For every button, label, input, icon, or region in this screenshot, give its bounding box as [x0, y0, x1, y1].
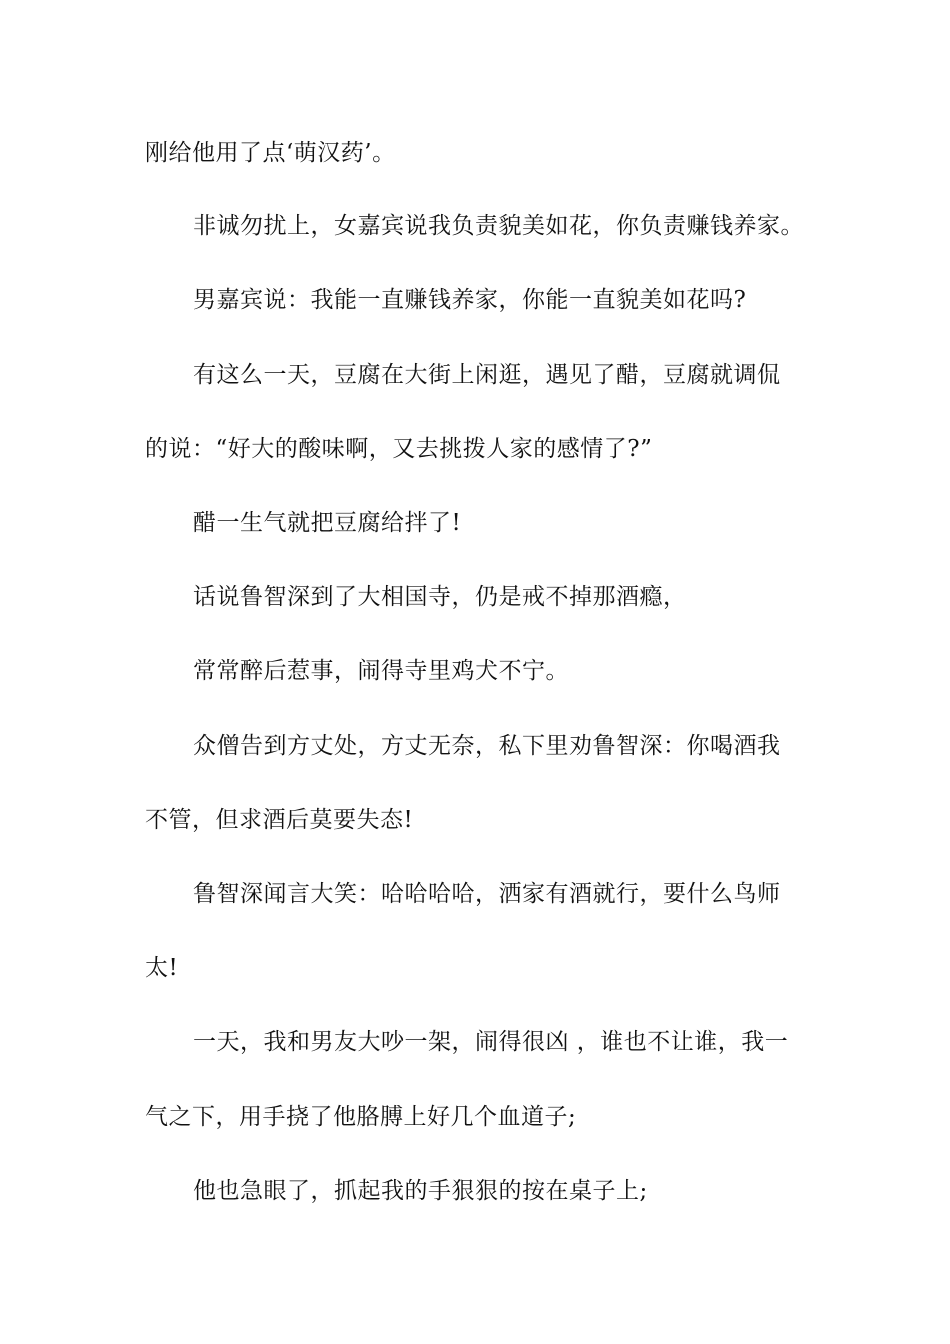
- text-line: 男嘉宾说：我能一直赚钱养家，你能一直貌美如花吗?: [193, 287, 747, 313]
- text-line: 一天，我和男友大吵一架，闹得很凶 ，谁也不让谁，我一: [193, 1029, 789, 1055]
- text-line: 气之下，用手挠了他胳膊上好几个血道子;: [145, 1104, 577, 1130]
- text-line: 醋一生气就把豆腐给拌了!: [193, 510, 462, 536]
- text-line: 众僧告到方丈处，方丈无奈，私下里劝鲁智深：你喝酒我: [193, 733, 781, 759]
- text-line: 话说鲁智深到了大相国寺，仍是戒不掉那酒瘾，: [193, 584, 687, 610]
- text-line: 刚给他用了点‘萌汉药’。: [145, 140, 396, 166]
- text-line: 有这么一天，豆腐在大街上闲逛，遇见了醋，豆腐就调侃: [193, 362, 781, 388]
- text-line: 不管，但求酒后莫要失态!: [145, 807, 414, 833]
- text-line: 的说：“好大的酸味啊，又去挑拨人家的感情了?”: [145, 436, 653, 462]
- text-line: 他也急眼了，抓起我的手狠狠的按在桌子上;: [193, 1178, 648, 1204]
- text-line: 非诚勿扰上，女嘉宾说我负责貌美如花，你负责赚钱养家。: [193, 213, 804, 239]
- text-line: 鲁智深闻言大笑：哈哈哈哈，洒家有酒就行，要什么鸟师: [193, 881, 781, 907]
- text-line: 常常醉后惹事，闹得寺里鸡犬不宁。: [193, 658, 569, 684]
- text-line: 太!: [145, 955, 179, 981]
